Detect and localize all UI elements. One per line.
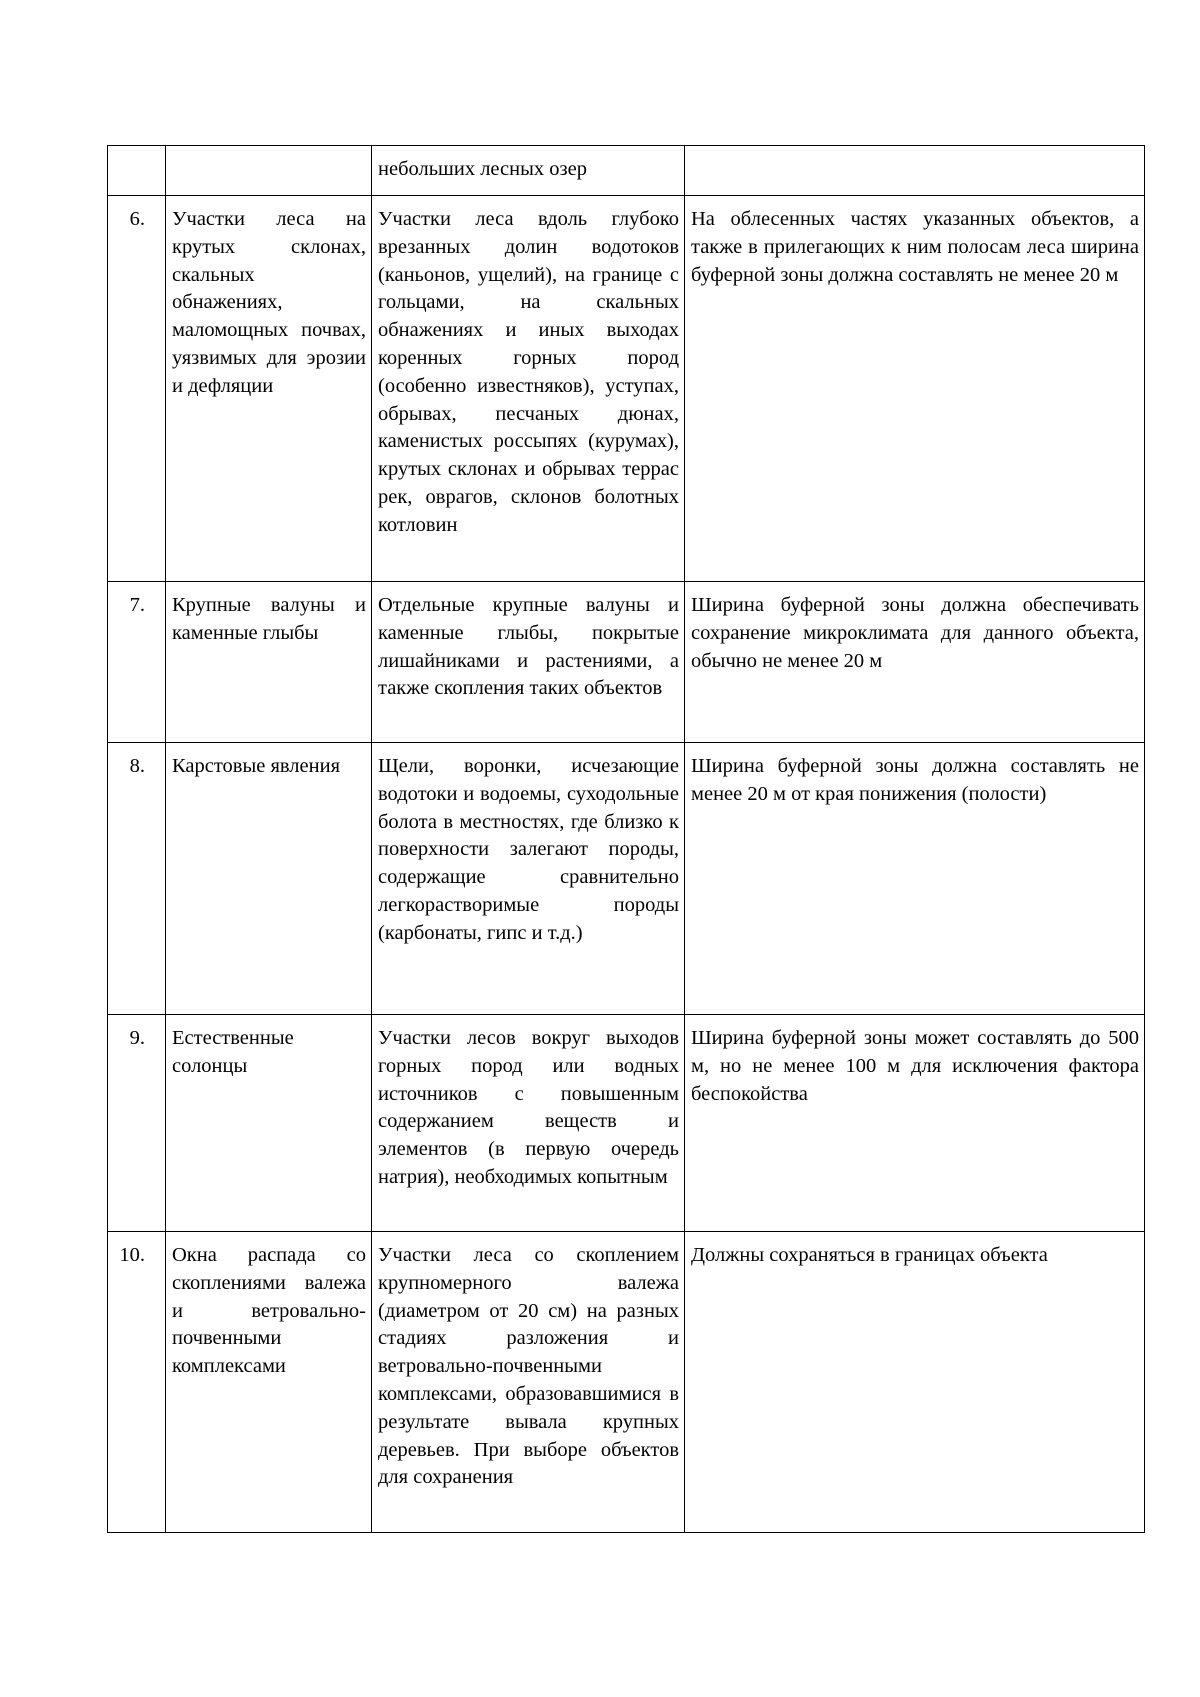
object-description: небольших лесных озер	[372, 146, 685, 196]
table-row	[108, 196, 1145, 582]
row-number: 6.	[108, 196, 166, 582]
object-name	[166, 146, 372, 196]
buffer-zone-table	[107, 145, 1145, 1533]
table-row	[108, 582, 1145, 743]
object-name: Естественные солонцы	[166, 1015, 372, 1232]
object-description: Щели, воронки, исчезающие водотоки и водоемы, суходольные болота в местностях, где близко к поверхности залегают породы, содержащие сравнительно легкорастворимые породы (карбонаты, гипс и т.д.)	[372, 743, 685, 1015]
table-row	[108, 1232, 1145, 1533]
object-name: Крупные валуны и каменные глыбы	[166, 582, 372, 743]
row-number: 7.	[108, 582, 166, 743]
row-number: 10.	[108, 1232, 166, 1533]
row-number: 8.	[108, 743, 166, 1015]
object-name: Карстовые явления	[166, 743, 372, 1015]
object-description: Участки леса со скоплением крупномерного валежа (диаметром от 20 см) на разных стадиях разложения и ветровально-почвенными комплексами, образовавшимися в результате вывала крупных деревьев. При выборе объектов для сохранения	[372, 1232, 685, 1533]
buffer-requirement: Ширина буферной зоны должна составлять не менее 20 м от края понижения (полости)	[685, 743, 1145, 1015]
table-row	[108, 743, 1145, 1015]
object-name: Участки леса на крутых склонах, скальных обнажениях, маломощных почвах, уязвимых для эрозии и дефляции	[166, 196, 372, 582]
buffer-requirement: Ширина буферной зоны может составлять до 500 м, но не менее 100 м для исключения фактора беспокойства	[685, 1015, 1145, 1232]
table-row-continuation	[108, 146, 1145, 196]
buffer-requirement: На облесенных частях указанных объектов, а также в прилегающих к ним полосам леса ширина буферной зоны должна составлять не менее 20 м	[685, 196, 1145, 582]
table-row	[108, 1015, 1145, 1232]
object-name: Окна распада со скоплениями валежа и ветровально-почвенными комплексами	[166, 1232, 372, 1533]
buffer-requirement	[685, 146, 1145, 196]
row-number	[108, 146, 166, 196]
object-description: Отдельные крупные валуны и каменные глыбы, покрытые лишайниками и растениями, а также скопления таких объектов	[372, 582, 685, 743]
row-number: 9.	[108, 1015, 166, 1232]
object-description: Участки лесов вокруг выходов горных пород или водных источников с повышенным содержанием веществ и элементов (в первую очередь натрия), необходимых копытным	[372, 1015, 685, 1232]
buffer-requirement: Должны сохраняться в границах объекта	[685, 1232, 1145, 1533]
object-description: Участки леса вдоль глубоко врезанных долин водотоков (каньонов, ущелий), на границе с гольцами, на скальных обнажениях и иных выходах коренных горных пород (особенно известняков), уступах, обрывах, песчаных дюнах, каменистых россыпях (курумах), крутых склонах и обрывах террас рек, оврагов, склонов болотных котловин	[372, 196, 685, 582]
buffer-requirement: Ширина буферной зоны должна обеспечивать сохранение микроклимата для данного объекта, обычно не менее 20 м	[685, 582, 1145, 743]
